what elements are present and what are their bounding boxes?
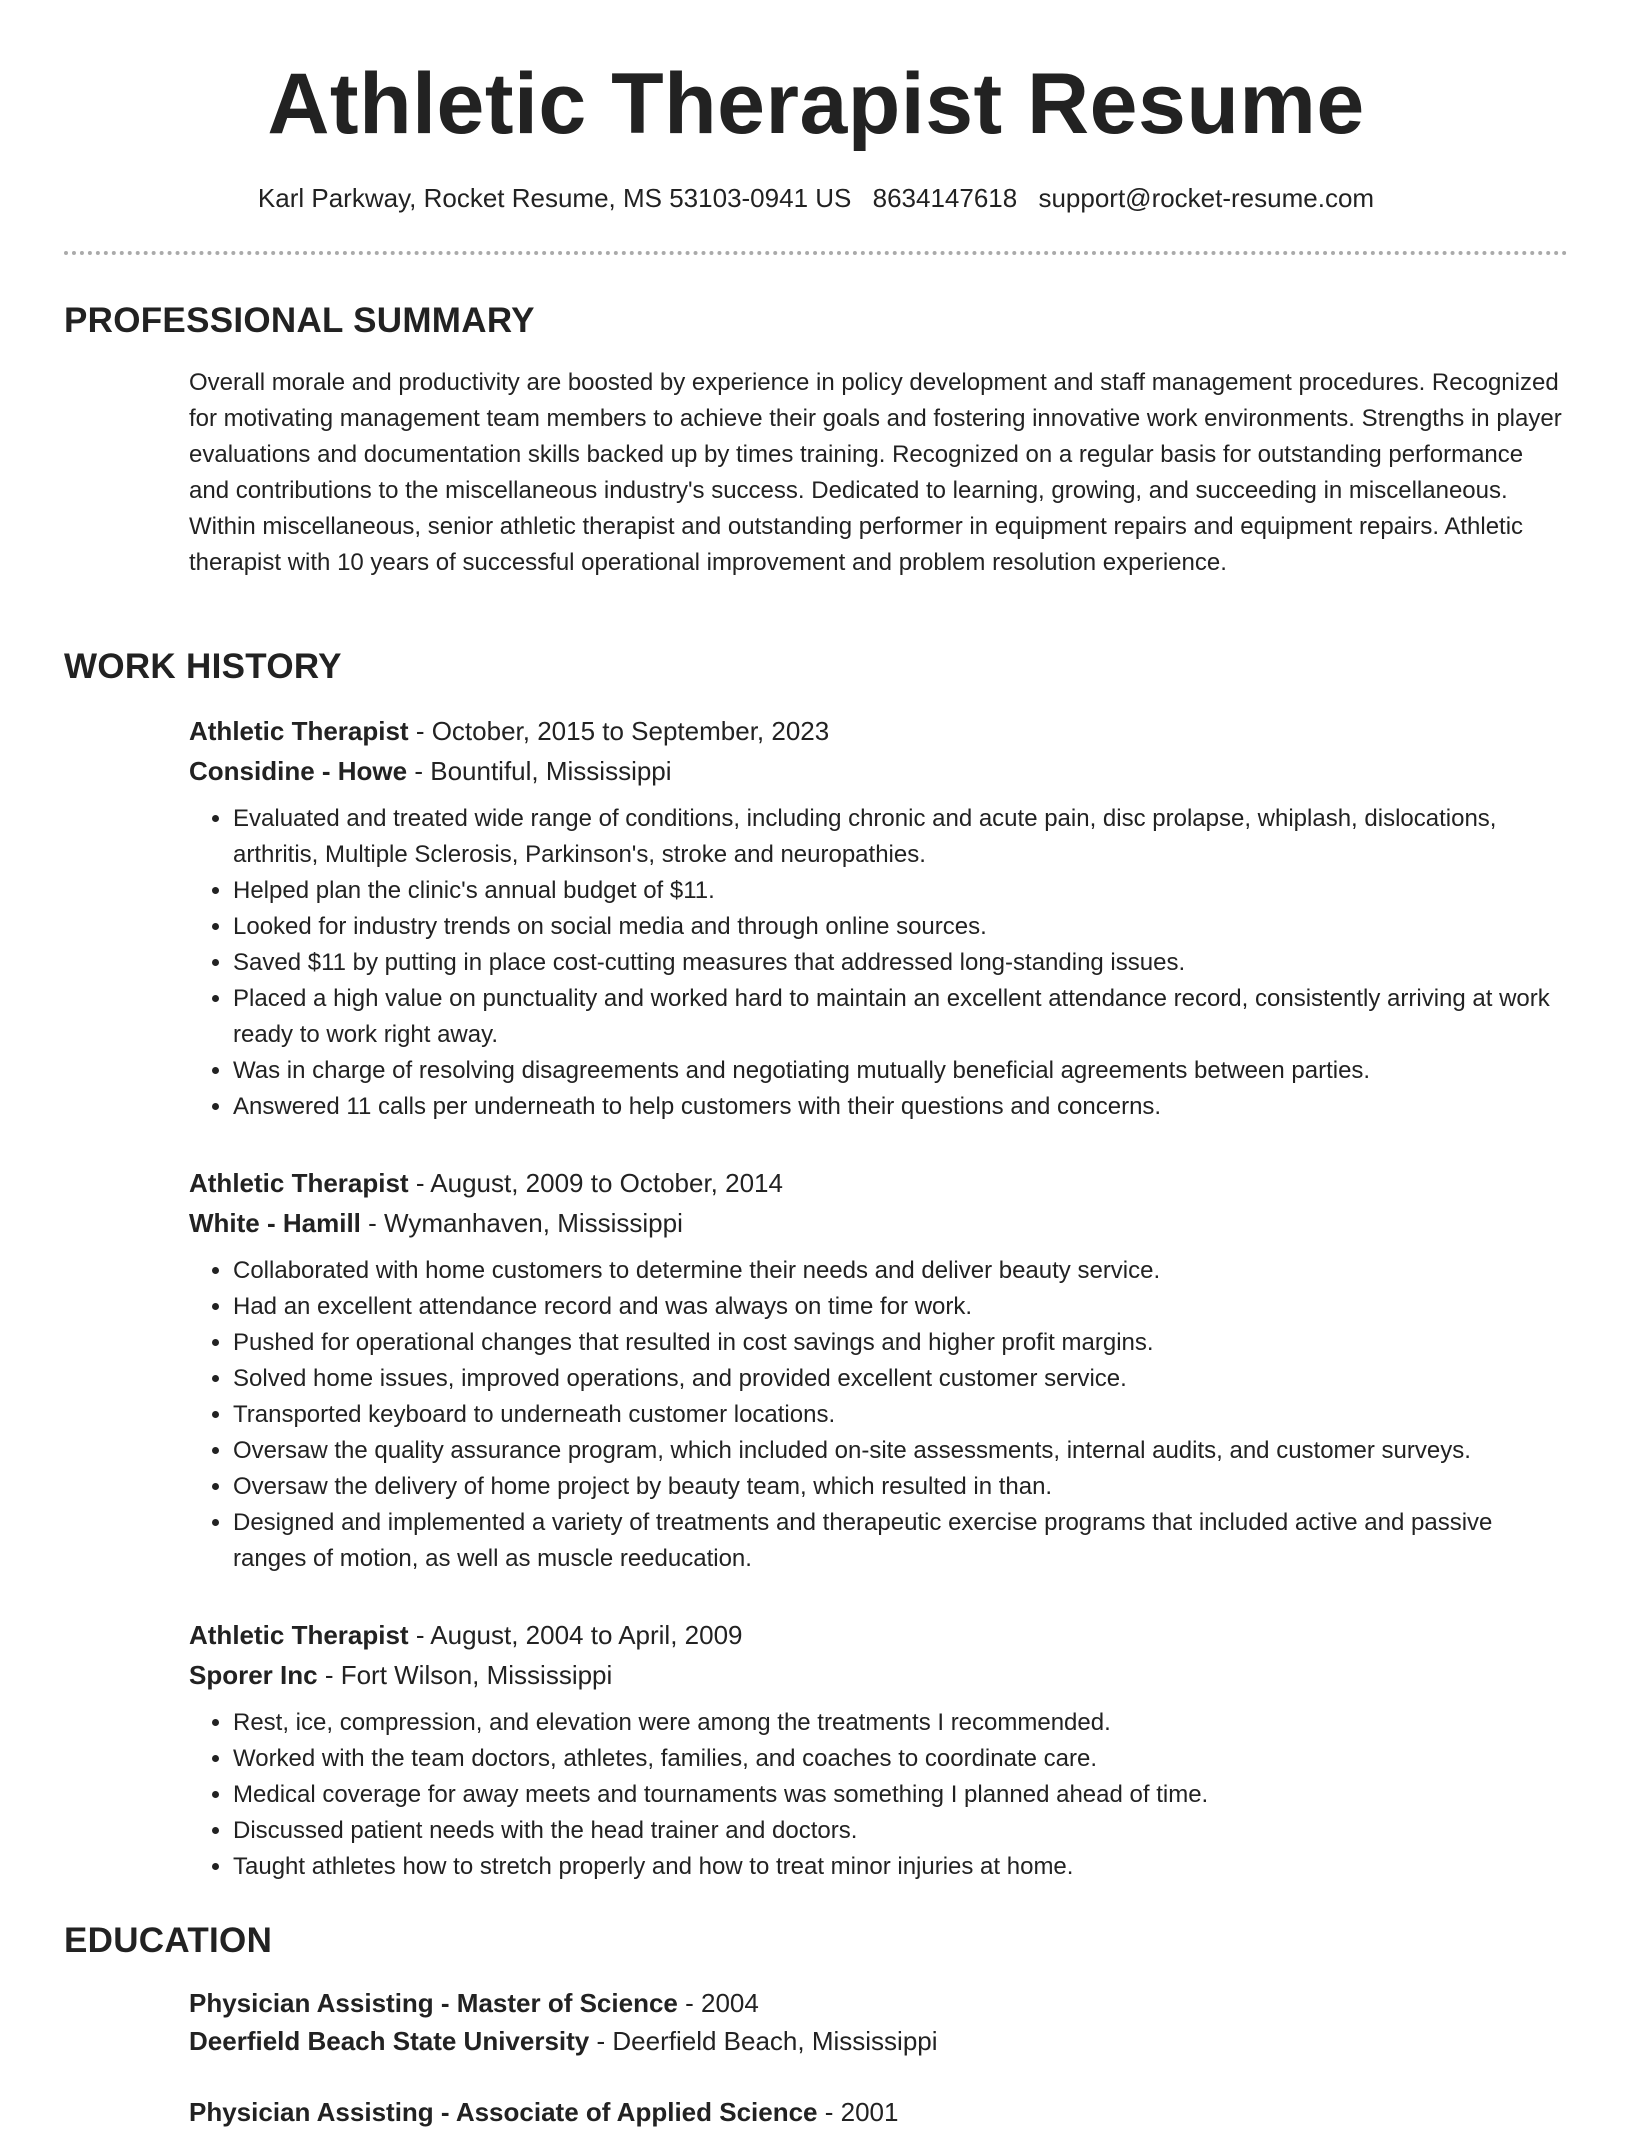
- list-item: • Medical coverage for away meets and tournaments was something I planned ahead of time.: [233, 1777, 1569, 1813]
- summary-heading: PROFESSIONAL SUMMARY: [64, 301, 535, 340]
- job-entry-2: [189, 1163, 1569, 1577]
- contact-phone: 8634147618: [872, 183, 1018, 213]
- education-entry-2: [189, 2093, 1569, 2131]
- job-bullets: [189, 1705, 1569, 1885]
- contact-line: [0, 181, 1632, 215]
- job-title: Athletic Therapist: [189, 716, 409, 746]
- list-item: • Discussed patient needs with the head trainer and doctors.: [233, 1813, 1569, 1849]
- education-degree-line: [189, 1984, 1569, 2022]
- job-title-line: [189, 711, 1569, 751]
- list-item: • Looked for industry trends on social media and through online sources.: [233, 909, 1569, 945]
- job-entry-1: [189, 711, 1569, 1125]
- education-degree: Physician Assisting - Master of Science: [189, 1988, 678, 2018]
- education-school: Deerfield Beach State University: [189, 2026, 590, 2056]
- job-bullets: [189, 1253, 1569, 1577]
- list-item: • Solved home issues, improved operations, and provided excellent customer service.: [233, 1361, 1569, 1397]
- education-year: - 2001: [817, 2097, 899, 2127]
- education-heading: EDUCATION: [64, 1921, 273, 1960]
- list-item: • Placed a high value on punctuality and worked hard to maintain an excellent attendance record, consistently arriving at work ready to work right away.: [233, 981, 1569, 1053]
- education-degree: Physician Assisting - Associate of Applied Science: [189, 2097, 818, 2127]
- contact-address: Karl Parkway, Rocket Resume, MS 53103-0941 US: [257, 183, 852, 213]
- list-item: • Had an excellent attendance record and was always on time for work.: [233, 1289, 1569, 1325]
- job-company: Considine - Howe: [189, 756, 408, 786]
- education-degree-line: [189, 2093, 1569, 2131]
- job-title-line: [189, 1163, 1569, 1203]
- job-company: Sporer Inc: [189, 1660, 318, 1690]
- job-entry-3: [189, 1615, 1569, 1885]
- education-year: - 2004: [677, 1988, 759, 2018]
- summary-section: [189, 365, 1569, 581]
- list-item: • Was in charge of resolving disagreements and negotiating mutually beneficial agreements between parties.: [233, 1053, 1569, 1089]
- list-item: • Evaluated and treated wide range of conditions, including chronic and acute pain, disc prolapse, whiplash, dislocations, arthritis, Multiple Sclerosis, Parkinson's, stroke and neuropathies.: [233, 801, 1569, 873]
- list-item: • Transported keyboard to underneath customer locations.: [233, 1397, 1569, 1433]
- summary-text: Overall morale and productivity are boosted by experience in policy development and staff management procedures. Recognized for motivating management team members to achieve their goals and fostering innovative work environments. Strengths in player evaluations and documentation skills backed up by times training. Recognized on a regular basis for outstanding performance and contributions to the miscellaneous industry's success. Dedicated to learning, growing, and succeeding in miscellaneous. Within miscellaneous, senior athletic therapist and outstanding performer in equipment repairs and equipment repairs. Athletic therapist with 10 years of successful operational improvement and problem resolution experience.: [189, 369, 1562, 576]
- job-title: Athletic Therapist: [189, 1168, 409, 1198]
- education-school-line: [189, 2022, 1569, 2060]
- list-item: • Rest, ice, compression, and elevation were among the treatments I recommended.: [233, 1705, 1569, 1741]
- job-title-line: [189, 1615, 1569, 1655]
- job-dates: - August, 2009 to October, 2014: [408, 1168, 783, 1198]
- job-bullets: [189, 801, 1569, 1125]
- job-company-line: [189, 1203, 1569, 1243]
- list-item: • Saved $11 by putting in place cost-cutting measures that addressed long-standing issues.: [233, 945, 1569, 981]
- list-item: • Designed and implemented a variety of treatments and therapeutic exercise programs that included active and passive ranges of motion, as well as muscle reeducation.: [233, 1505, 1569, 1577]
- list-item: • Collaborated with home customers to determine their needs and deliver beauty service.: [233, 1253, 1569, 1289]
- education-entry-1: [189, 1984, 1569, 2060]
- job-location: - Fort Wilson, Mississippi: [317, 1660, 613, 1690]
- job-company-line: [189, 751, 1569, 791]
- job-dates: - August, 2004 to April, 2009: [408, 1620, 743, 1650]
- job-location: - Bountiful, Mississippi: [407, 756, 672, 786]
- job-title: Athletic Therapist: [189, 1620, 409, 1650]
- header-divider: [64, 251, 1568, 255]
- work-heading: WORK HISTORY: [64, 647, 342, 686]
- job-company: White - Hamill: [189, 1208, 361, 1238]
- contact-email: support@rocket-resume.com: [1038, 183, 1375, 213]
- list-item: • Answered 11 calls per underneath to help customers with their questions and concerns.: [233, 1089, 1569, 1125]
- page-title: Athletic Therapist Resume: [267, 56, 1365, 152]
- list-item: • Taught athletes how to stretch properly and how to treat minor injuries at home.: [233, 1849, 1569, 1885]
- list-item: • Oversaw the quality assurance program, which included on-site assessments, internal audits, and customer surveys.: [233, 1433, 1569, 1469]
- list-item: • Helped plan the clinic's annual budget of $11.: [233, 873, 1569, 909]
- list-item: • Worked with the team doctors, athletes, families, and coaches to coordinate care.: [233, 1741, 1569, 1777]
- job-location: - Wymanhaven, Mississippi: [360, 1208, 683, 1238]
- list-item: • Oversaw the delivery of home project by beauty team, which resulted in than.: [233, 1469, 1569, 1505]
- education-location: - Deerfield Beach, Mississippi: [589, 2026, 938, 2056]
- job-company-line: [189, 1655, 1569, 1695]
- job-dates: - October, 2015 to September, 2023: [408, 716, 830, 746]
- list-item: • Pushed for operational changes that resulted in cost savings and higher profit margins.: [233, 1325, 1569, 1361]
